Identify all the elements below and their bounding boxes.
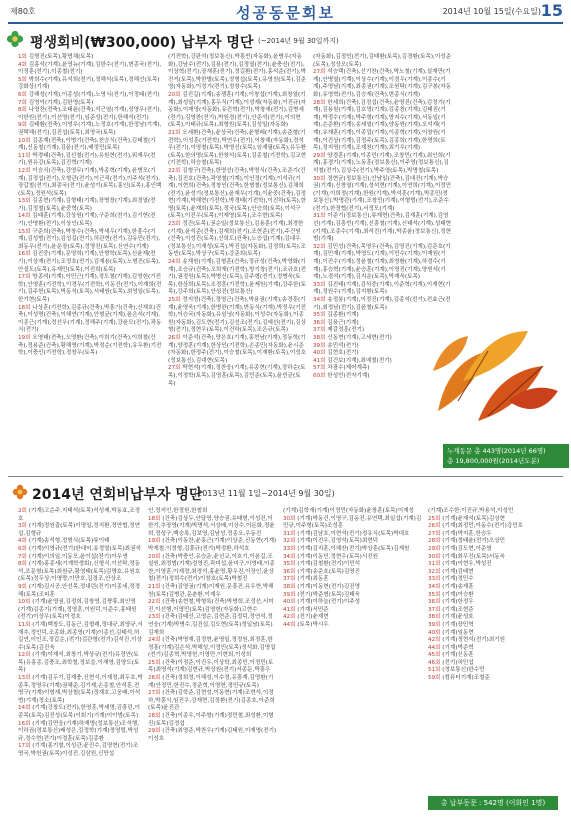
column-2 bbox=[168, 54, 308, 388]
lifetime-dues-subtitle: (~2014년 9월 30일까지) bbox=[258, 37, 339, 45]
list-item: 3회 (기계)정원출(토목)이명일,정지환,정연협,정연섭,김형규 bbox=[18, 523, 141, 537]
list-item: (기계)김학재(기계)이정민(자동화)윤창훈(토목)이재성 bbox=[283, 508, 414, 514]
list-item: 41회 김건보(기계),최예철(전기) bbox=[313, 357, 392, 364]
list-item: 1회 김형진(토목),황명채(토목) bbox=[18, 54, 94, 60]
list-item: 37회 (기계)최동훈 bbox=[283, 576, 329, 583]
page-header bbox=[0, 0, 571, 26]
list-item: 14회 김태훈(기계),강상원(기계),구준희(전기),김기현(전기),안명환(전기),이상인(토목) bbox=[18, 213, 156, 228]
list-item: 30회 (기계)박동건,이영구,김동진,유연택,최일섭(기계)김민규,이주형(토목)조성훈 bbox=[283, 515, 422, 530]
list-item: 26회 (건축)정희정,이해성,이수정,유흥재,김영환(기계)안정민,한진수,정준혁,이영헌,정민규(토목) bbox=[148, 675, 274, 689]
list-item: 32회 (기계)김태현 bbox=[428, 568, 474, 575]
annual-dues-subtitle: (2013년 11월 1일~2014년 9월 30일) bbox=[194, 489, 335, 498]
list-item: 7회 (기계)이의일,이동모,윤이섭(전기)이우생 bbox=[18, 553, 128, 560]
annual-dues-columns bbox=[18, 508, 563, 818]
list-item: 16회 김진중(기계),문영희(기계),안형학(토목),신윤재(전기),이상재(전기),조정호(전기),김재용(토목),노형진(토목),안설도(토목),유재민(토목),이진희(토목) bbox=[18, 251, 161, 273]
list-item: 35회 (기계)김철환(전기)이민석 bbox=[283, 561, 361, 568]
list-item: 39회 (기계)장민혁 bbox=[428, 621, 474, 628]
lifetime-total-amount: 총 19,800,000원(2014년도분) bbox=[447, 457, 540, 465]
flower-icon bbox=[12, 484, 28, 500]
list-item: 51회 (정보통신)한수민 bbox=[428, 667, 485, 674]
list-item: 32회 김민성(건축),목영우(건축),김영진(기계),김준호(기계),김민재(기계),박영도(기계),이민수(기계),이재원(기계),이진수(기계),정윤철(기계),최영환(기계),하정수(기계),홍승혁(기계),윤승훈(기계),이영진(기계),양원석(기계),노경석(기계),김지운(토목),박재욱(토목) bbox=[313, 243, 451, 281]
list-item: 22회 (건축)송현철,박형록(건축)박명희,조정선,서미진,이선행,이영민(토목)김영헌(자동화)고현수 bbox=[148, 599, 274, 613]
list-item: 39회 (전기)박준형(토목)김태욱 bbox=[283, 591, 361, 598]
list-item: 60회 한성민(전자기계) bbox=[313, 372, 370, 379]
list-item: 59회 (컴퓨터기계)조철준 bbox=[428, 675, 490, 682]
list-item: 23회 정진(토목),권순일(정보통신),김용훈(기계),최경한(기계),윤석준(건축),김재희(전기),조현준(전기),주건원(건축),이성진(토목),신희도(건축),노승섭(기계),김대우(정보통신),이재성(토목),박진섭(자동화),김경희(토목),조동빈(토목),박상구(토목),강준희(토목) bbox=[168, 221, 307, 258]
list-item: 46회 (전기)허민섭 bbox=[428, 659, 474, 666]
column-3 bbox=[283, 508, 423, 630]
list-item: 41회 (기계)서민준 bbox=[283, 606, 329, 613]
list-item: 40회 김현호(전기) bbox=[313, 350, 359, 357]
list-item: 인,정지인,한정원,한철희 bbox=[148, 508, 208, 514]
lifetime-dues-total bbox=[443, 444, 569, 468]
list-item: 27회 박현석(기계),정찬웅(기계),유종현(기계),정하순(토목),이정학(토목),김영훈(토목),김민준(토목),윤민균(토목) bbox=[168, 365, 306, 387]
list-item: 36회 (기계)송준호(토목)김영진 bbox=[283, 568, 361, 575]
list-item: 10회 김종재(전축),이병기(건축),천승식(건축),김태철(기계),신동철(기계),김윤(전기),배정민(토목) bbox=[18, 137, 156, 152]
lifetime-dues-title: 평생회비(₩300,000) 납부자 명단 bbox=[30, 35, 254, 51]
list-item: 20회 김진길(기계),송쟁훈(기계),이창섭(기계),최창열(기계),최성달(기계),홍두식(기계),이성재(자동화),이진규(자동화),이재영(자동화),유진혁(전기),박창세(전기),김병세(전기),김영찬(전기),박원경(전기),안준석(전기),이의현(토목),이태규(토목),최형원(토목),김성일(자동화) bbox=[168, 91, 307, 129]
list-item: 13회 (기계)김두기,김재충,신현식,이재정,최두호,박종후,정영우(기계)권혜준,김기제,손종철,안석훈,전명구(기계)이형재,박상철(토목)정재호,고웅배,이석범(기계)정소(토목) bbox=[18, 675, 143, 704]
list-item: 2회 (기계)고순주,지태석(토목)석성제,박동효,조정호 bbox=[18, 508, 141, 522]
list-item: 14회 (기계)강창도(전기),한영훈,박세명,김흥린,이종목(토목)김진성(토목)이회기(기계)이이범(토목) bbox=[18, 705, 141, 720]
list-item: 25회 (기계)윤재석(토목)김상현 bbox=[428, 515, 506, 522]
list-item: 39회 송민석(전기) bbox=[313, 342, 359, 349]
list-item: 38회 (기계)이동현(전기)김진영 bbox=[283, 583, 361, 590]
list-item: 21회 오세환(건축),윤상국(건축),윤형래(기계),송준형(기전학),이성훈(기전학),박연우(전기),이창해(자동화),정석우(전기),이영철(토목),박영신(토목),임재필(토목),유두환(토목),한의명(토목),한창석(토목),김종철(기전학),김교현(기전학),하승철(토목) bbox=[168, 129, 307, 167]
list-item: 6회 (기계)이영규(전기)한대익,송정열(토목)최권석 bbox=[18, 545, 141, 552]
list-item: 33회 김진태(기계),김석중(기계),이준혁(기계),이재현(기계),정원수(기계),김지환(토목) bbox=[313, 281, 451, 296]
list-item: (기계)조수한,이진규,박용석,이성민 bbox=[428, 508, 514, 514]
list-item: (기전학),강판석(정보통신),박흥빈(자동화),윤병우(자동화),강남수(전기),김용(전기),김정열(전기),윤충선(전기),이상혁(전기),장재훈(전기),정길환(전기),홍석준(전기),박진거(토목),박한별(토목),정형섭(토목),유영천(토목),김준영(자동화),이정기(전기),정창수(토목) bbox=[168, 54, 307, 91]
list-item: (자동화),김정민(전기),김태환(토목),김경환(토목),이성준(토목),정상오(토목) bbox=[313, 54, 452, 68]
list-item: 26회 (기계)최정민,이동수(전기)강민호 bbox=[428, 523, 524, 530]
page-number: 15 bbox=[540, 1, 563, 20]
list-item: 6회 강해성(기계),이종성(기계),노영식(전기),이정태(전기) bbox=[18, 91, 160, 98]
list-item: 31회 (기계)이현우,박성진 bbox=[428, 561, 492, 568]
list-item: 57회 차광수(제어계측) bbox=[313, 365, 370, 372]
list-item: 20회 (건축)박충인,유승운,윤선교,이호기,이윤길,조설원,최정범(기계)정영진,곽미섭,윤미구,이영태,이종찬,이영훈,이재정,최경석,홍윤명,황우진,이장인,윤상철(전기)정희수(전기)이창호(토목)박철진 bbox=[148, 553, 275, 583]
list-item: 4회 (기계)송석형,정형식(토목)류이태 bbox=[18, 538, 110, 545]
annual-dues-section bbox=[8, 480, 563, 820]
list-item: 29회 (기계)김도현,이준영 bbox=[428, 545, 492, 552]
list-item: 40회 (기계)이하늘(전기)이주성 bbox=[283, 599, 361, 606]
list-item: 28회 (건축)이종우,이주형(기계)정민철,최성환,이형진(토목)김정섭 bbox=[148, 713, 274, 727]
list-item: 42회 (기계)정현석(전기)최기원 bbox=[428, 637, 506, 644]
list-item: 30회 (기계)최우진(토목)서동욱 bbox=[428, 553, 506, 560]
list-item: 31회 (기계)김남호,이현석(전기)정유식(토목)박대호 bbox=[283, 530, 410, 537]
list-item: 12회 이승식(건축),강영무(기계),박종혁(기계),윤병모(기계),김정섭(전기),오형관(전기),이근직(전기),이주석(전기),장갑철(전기),최종국(전기),윤성기(토목),홍인(토목),홍인백(토목),정원석(토목) bbox=[18, 167, 162, 197]
list-item: 4회 김홍석(기계),윤영뉴(기계),김한수(전기),변종국(전기),이정훈(전기),이종철(전기) bbox=[18, 61, 162, 76]
list-item: 11회 (기계)백창도,김동근,김형래,정대규,최양규,서재추,정인덕,조종화,최종영(기계)이종선,김태석,허길연,이인조,정갑순,(전기)김관형(전기)김석진,이상수(토목)김진욱 bbox=[18, 621, 143, 651]
list-item: 45회 (기계)신동훈 bbox=[428, 652, 474, 659]
list-item: 9회 김태환(전축),이영우(기계),노정호(기계),한정남(기계),권택해(전기),김진섭(토목),최영국(토목) bbox=[18, 122, 162, 136]
list-item: 26회 이준석(건축),양은호(기계),홍현남(기계),정동혁(기계),양정훈(기계),한상인(기전학),손종민(자동화),윤시준(자동화),한정주(전기),이승철(토목),이재환(토목),이성호(정보통신),김대현(토목) bbox=[168, 334, 307, 364]
list-item: 13회 김종현(기계),김형태(기계),장병창(기계),최경열(전기),김정철(토목),윤중혁(토목) bbox=[18, 198, 156, 212]
column-2 bbox=[148, 508, 278, 743]
column-1 bbox=[18, 508, 143, 759]
list-item: 29회 양경훈(기계),이종민(기계),조창민(기계),최인희(기계),홍경기(기계),노동훈(정보통신),이주영(정보통신),김석철(전기),김상수(전기),박주영(토목),박명철(토목) bbox=[313, 152, 451, 174]
list-item: 42회 (전기)윤재현 bbox=[283, 614, 329, 621]
list-item: 34회 송정봉(기계),이정진(기계),김종석(전기),전효근(전기),최정남(전기),김윤철(토목) bbox=[313, 297, 451, 311]
list-item: 40회 (기계)임동현 bbox=[428, 629, 474, 636]
list-item: 37회 제갈정훈(전기) bbox=[313, 327, 365, 334]
list-item: 28회 한세희(건축),김정섭(건축),윤영진(건축),김정기(기계),김용원(기계),김호영(기계),김종천(기계),김태진(기계),박정수(기계),박주형(기계),방지수(기계),서동일(기계),손준환(기계),송세열(기계),양동원(기계),오석재(기계),유재훈(기계),이종업(기계),이종혁(기계),이창원(기계),이진상(기계),김정주(토목),김종희(기계),한명희(토목),정지영(기계),조재천(기계),최기우(기계) bbox=[313, 99, 451, 152]
list-item: 33회 (기계)정민수 bbox=[428, 576, 474, 583]
list-item: 18회 나상훈(기전학),김종규(건축),박흥기(건축),신재호(건축),이성명(건축),이해연(기계),안형균(기계),윤은석(기계),이종근(기계),정선우(기계),정해주(기계),강윤모(전기),곽동식(전기) bbox=[18, 304, 162, 334]
list-item: 37회 (기계)조현준 bbox=[428, 606, 474, 613]
list-item: 15회 구준희(건축),박창수(건축),박세우(기계),한흥수(기계),김성범(전기),김성길(전기),허관현(전기),김유민(전기),최동우(전기),윤운장(토목),정영진(토목),신연수(기계) bbox=[18, 228, 161, 250]
list-item: 21회 (건축)김영권(기계)이재원,문흥진,유우현,박해천(토목)김병관,문춘환,이재우 bbox=[148, 583, 274, 598]
list-item: 36회 김용근(기계) bbox=[313, 319, 359, 326]
list-item: 9회 (기계)김시공,안선목,정내린(전기)이종세,정경해(토목)조피훈 bbox=[18, 583, 141, 598]
list-item: 7회 김영익(기계),김한영(토목) bbox=[18, 99, 94, 106]
list-item: 31회 이준기(정보통신),류재현(건축),김재훈(기계),김영선(기계),김흥빈(기계),신흥철(기계),신태석(기계),성태현(기계),조종수(기계),최석진(기계),박종윤(정보통신),정현범(기계) bbox=[313, 213, 452, 243]
list-item: 22회 김형구(건축),한명선(건축),박명식(건축),조준기(건축),김진호(건축),곽영철(기계),이인정(기계),이석규(기계),이현희(건축),정창인(건축),한형철(정보통신),김채희(전기),윤성기(정보통신),윤재우(기계),이윤중(건축),김정현(기계),박해현(기전학),박경태(기전학),이진하(토목),한명(토목),윤재희(토목),정국(토목),안승희(토목),이석구(토목),이진우(토목),이재영(토목),조수현(토목) bbox=[168, 167, 307, 220]
list-item: 16회 (기계)김면웅(기계)하재명(정보통신)조석행,이하권(정보통신)배성은,김정학(기계)정영렬,박성규,정수현(전기)이정훈(토목)김종환 bbox=[18, 720, 140, 742]
list-item: 17회 (기계)홍기철,이성관,윤진수,김영현(전기)조명국,박헌권(토목)이성진,김삼원,신만섭 bbox=[18, 743, 139, 757]
list-item: 27회 석승택(건축),신기찬(건축),박노철(기계),설재만(기계),안병열(기계),이상수(기계),이정우(기계),이종수(기계),주영남(기계),최종권(기계),조원탁(기계),김구봉(자동화),유영혁(전기),김승재(건축),변종식(기계) bbox=[313, 69, 452, 98]
publication-date: 2014년 10월 15일(수요일) bbox=[442, 7, 541, 16]
list-item: 28회 (기계)정태윤(전기)오상민 bbox=[428, 538, 506, 545]
autumn-leaves-image bbox=[418, 311, 568, 436]
list-item: 24회 (건축)박명재,김정현,윤영일,정정원,최정훈,한정흥(기계)김은석,박해성,이정민(토목)정석화,김명섭(전기)김종혁,박영헌,이영만,이현희,이성희 bbox=[148, 637, 276, 659]
list-item: 32회 (기계)이진우,김영석(토목)최현덕 bbox=[283, 538, 379, 545]
list-item: 27회 (기계)박지훈,한승우 bbox=[428, 530, 492, 537]
issue-number: 제80호 bbox=[10, 7, 36, 16]
lifetime-total-count: 누계동문 총 443명(2014년 66명) bbox=[447, 447, 546, 455]
list-item: 25회 정지영(건축),정영근(건축),박용권(기계),송경훈(기계),윤영욱(기계),한병완(기계),변동식(기계),박정우(기전학),이승국(자동화),유임녕(자동화),이성수(자동화),이종원(자동화),김도현(전기),김선조(전기),김예선(전기),김상형(전기),정현우(토목),이건하(토목),조은규(토목) bbox=[168, 297, 307, 334]
list-item: 27회 (건축)김학준,김현성,이동현(기계)조현석,이정하,박흥식,임진우,강재현,김정환(전기)김종호,이준희(토목)윤진관 bbox=[148, 690, 275, 712]
list-item: 30회 정현균(정보통신),안남일(건축),김대진(기계),박승권(기계),신창열(기계),성석현(기계),이연희(기계),이정민(기계),이희정(기계),한원(기계),박석훈(기계),박종민(정보통신),박명관(기계),조창민(기계),이형범(전기),조준수(전기),한정협(전기),서정모(기계) bbox=[313, 175, 452, 212]
list-item: 8회 나영찬(전축),조태윤(건축),석근열(기계),성영우(전기),이한원(전기),이선영(전기),임준성(전기),한해석(전기) bbox=[18, 107, 162, 121]
list-item: 38회 (기계)윤성호 bbox=[428, 614, 474, 621]
list-item: 12회 (기계)이재석,최창기,박상규(전기)유정연(토목)유홍종,김충조,최학철,정보을,이재영,김양도(토목) bbox=[18, 652, 140, 674]
column-1 bbox=[18, 54, 163, 358]
list-item: 29회 (건축)최영준,박찬우(기계)김태원,이재영(전기)이성호 bbox=[148, 728, 277, 742]
column-4 bbox=[428, 508, 563, 683]
lifetime-dues-section bbox=[8, 26, 563, 473]
list-item: 35회 (기계)이승환 bbox=[428, 591, 474, 598]
annual-dues-title: 2014년 연회비납부자 명단 bbox=[32, 487, 203, 503]
list-item: 36회 (기계)한정우 bbox=[428, 599, 474, 606]
list-item: 23회 (건축)김태선,고영순,김현준,김정덕,정연석,정연웅(기계)박병수,김진섭,김도현(토목)정일남(토목)김재희 bbox=[148, 614, 273, 636]
list-item: 8회 (기계)홍종세(기계학생회),신형식,이선탁,정동석,조문형(토목)최원규,황영태(토목)김명호,유원호(토목)정두상,이영랑,이만호,김경조,안상조 bbox=[18, 561, 141, 583]
list-item: 19회 오영태(전축),오영환(건축),이희기(건축),이희철(건축),정용준(건축),황해영(기계),박정순(기전학),유두환(기전학),이충인(기전학),경창우(토목) bbox=[18, 334, 162, 357]
list-item: 44회 (기계)박준혁 bbox=[428, 644, 474, 651]
list-item: 33회 (기계)김지훈,이해찬(전기)박상훈(토목)김재원 bbox=[283, 545, 410, 552]
list-item: 17회 방종석(기계),이민근(기계),정도철(기계),김영헌(기전학),안영훈(기전학),이경우(기전학),이동진(전기),이재희(전기),김주헌(토목),박동석(토목),서태원(토목),최영일(토목),한기현(토목) bbox=[18, 274, 162, 303]
list-item: 24회 송재원(기계),김형훈(건축),정규성(건축),박영화(기계),조승규(건축),오희재(기전학),방기창(전기),조규호(전기),권정원(토목),박병신(토목),김주형(전기),정병욱(토목),한상희(토목),조경훈(기전학),윤제원(기계),강주한(토목),강주희(토목),안성진(정보통신) bbox=[168, 259, 307, 296]
section-divider bbox=[8, 476, 563, 477]
list-item: 25회 (건축)이정준,이진우,이상학,최종민,이정민(토목)최영석(기계)김현규,박상원(전기)서종문,박흥우 bbox=[148, 659, 274, 674]
list-item: 35회 김종환(기계) bbox=[313, 312, 359, 319]
annual-dues-total: 총 납부동문 : 542명 (이화인 1명) bbox=[428, 796, 558, 810]
list-item: 11회 박경태(건축),김선철(전기),유원현(전기),위재우(전기),원유강(토목),김진혁(기계) bbox=[18, 152, 156, 167]
list-item: 34회 (기계)송재훈 bbox=[428, 583, 474, 590]
publication-name: 성공동문회보 bbox=[236, 4, 335, 22]
header-rule bbox=[8, 22, 563, 24]
list-item: 10회 (기계)윤영권,김정희,김창영,김쨩휴,최인영(기계)김종기(기계),정영훈,이원덕,이준수,홍태원(전기)이상우(토목)이정호 bbox=[18, 599, 137, 621]
list-item: 38회 신동현(기계),고세현(전기) bbox=[313, 334, 392, 341]
list-item: 34회 (기계)이동민,정현우(토목)서진원 bbox=[283, 553, 379, 560]
list-item: 19회 (건축)이동찬,윤홍근(기계)이상준,신동현(기계)박재철,이정형,김흥규(전기)박정환,하석호 bbox=[148, 538, 277, 552]
list-item: 44회 (토목)박시우 bbox=[283, 621, 329, 628]
flower-icon bbox=[6, 30, 24, 48]
list-item: 18회 (건축)김상두,안달영,양승권,유태형,이성진,이한기,추장영(기계)박명석,서상배,이상수,이돈화,정윤희,정성구,백승록,김보영,김남성,정종오,우동진 bbox=[148, 515, 275, 537]
list-item: 5회 박희수(기계),유석희(전기),정해석(토목),정해선(토목)강화상(기계) bbox=[18, 76, 160, 91]
